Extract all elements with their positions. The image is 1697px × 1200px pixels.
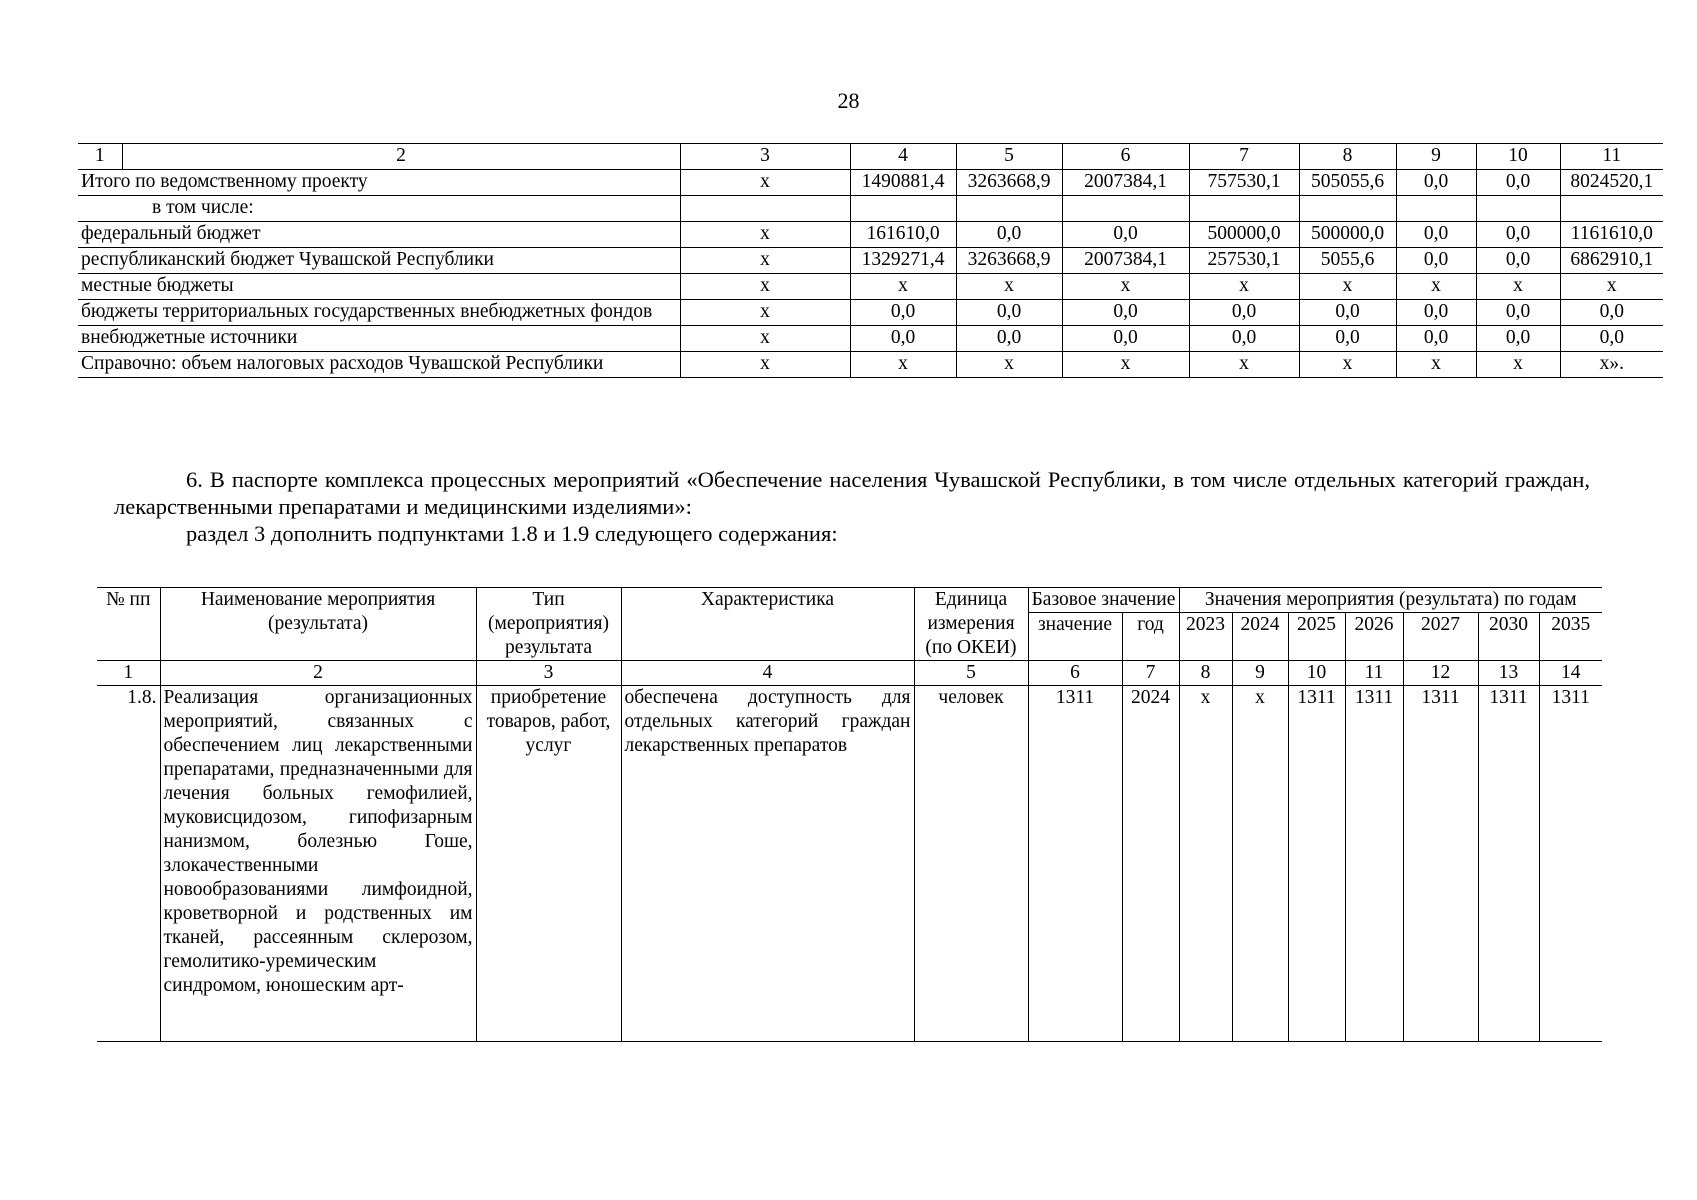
table1-header-cell: 4 bbox=[850, 144, 956, 170]
cell: 0,0 bbox=[1476, 300, 1560, 326]
cell: х bbox=[680, 248, 850, 274]
cell: х bbox=[680, 352, 850, 378]
cell: 757530,1 bbox=[1189, 170, 1299, 196]
row-value: 1311 bbox=[1539, 686, 1602, 1042]
cell: х bbox=[850, 274, 956, 300]
column-number: 12 bbox=[1403, 661, 1478, 686]
table-row bbox=[78, 196, 1663, 222]
table1-header-cell: 10 bbox=[1476, 144, 1560, 170]
cell: 1329271,4 bbox=[850, 248, 956, 274]
header-num: № пп bbox=[97, 588, 160, 661]
table1-header-row bbox=[78, 144, 1663, 170]
table2-column-numbers bbox=[97, 661, 1602, 686]
cell: х bbox=[956, 274, 1062, 300]
cell: 6862910,1 bbox=[1560, 248, 1663, 274]
cell: 161610,0 bbox=[850, 222, 956, 248]
table-row bbox=[78, 274, 1663, 300]
cell: 257530,1 bbox=[1189, 248, 1299, 274]
cell: х». bbox=[1560, 352, 1663, 378]
cell: х bbox=[1299, 352, 1396, 378]
table1-header-cell: 5 bbox=[956, 144, 1062, 170]
column-number: 1 bbox=[97, 661, 160, 686]
cell bbox=[1299, 196, 1396, 222]
budget-table bbox=[78, 143, 1663, 378]
cell: х bbox=[1560, 274, 1663, 300]
cell: 0,0 bbox=[1476, 222, 1560, 248]
header-name: Наименование мероприятия (результата) bbox=[160, 588, 476, 661]
cell: 0,0 bbox=[1396, 222, 1476, 248]
table1-header-cell: 1 bbox=[78, 144, 122, 170]
cell: х bbox=[1189, 352, 1299, 378]
cell bbox=[680, 196, 850, 222]
cell: 0,0 bbox=[1560, 300, 1663, 326]
table-row bbox=[78, 222, 1663, 248]
cell: 0,0 bbox=[1062, 326, 1189, 352]
column-number: 10 bbox=[1288, 661, 1345, 686]
cell bbox=[1062, 196, 1189, 222]
cell: 0,0 bbox=[1396, 300, 1476, 326]
row-label: федеральный бюджет bbox=[78, 222, 680, 248]
column-number: 2 bbox=[160, 661, 476, 686]
cell: 0,0 bbox=[1560, 326, 1663, 352]
table-row bbox=[97, 686, 1602, 1042]
cell: х bbox=[850, 352, 956, 378]
row-label: Итого по ведомственному проекту bbox=[78, 170, 680, 196]
cell: 3263668,9 bbox=[956, 248, 1062, 274]
header-base: Базовое значение bbox=[1028, 588, 1179, 613]
row-value: 1311 bbox=[1403, 686, 1478, 1042]
column-number: 5 bbox=[914, 661, 1028, 686]
table-row bbox=[78, 326, 1663, 352]
column-number: 9 bbox=[1232, 661, 1288, 686]
row-base-value: 1311 bbox=[1028, 686, 1122, 1042]
cell: х bbox=[680, 170, 850, 196]
header-characteristic: Характеристика bbox=[621, 588, 914, 661]
column-number: 8 bbox=[1179, 661, 1232, 686]
cell: х bbox=[1396, 352, 1476, 378]
column-number: 4 bbox=[621, 661, 914, 686]
row-type: приобретение товаров, работ, услуг bbox=[476, 686, 621, 1042]
cell: 8024520,1 bbox=[1560, 170, 1663, 196]
cell: х bbox=[1189, 274, 1299, 300]
header-year: 2035 bbox=[1539, 613, 1602, 661]
cell: х bbox=[680, 274, 850, 300]
row-label: в том числе: bbox=[78, 196, 680, 222]
cell: 0,0 bbox=[1476, 248, 1560, 274]
cell: 0,0 bbox=[1062, 300, 1189, 326]
cell: х bbox=[1062, 352, 1189, 378]
cell: 1490881,4 bbox=[850, 170, 956, 196]
column-number: 6 bbox=[1028, 661, 1122, 686]
cell: х bbox=[1396, 274, 1476, 300]
cell: 0,0 bbox=[850, 300, 956, 326]
cell: 5055,6 bbox=[1299, 248, 1396, 274]
row-label: внебюджетные источники bbox=[78, 326, 680, 352]
column-number: 13 bbox=[1478, 661, 1539, 686]
header-years-group: Значения мероприятия (результата) по годам bbox=[1179, 588, 1602, 613]
cell: 0,0 bbox=[1476, 326, 1560, 352]
table1-header-cell: 2 bbox=[122, 144, 680, 170]
column-number: 14 bbox=[1539, 661, 1602, 686]
header-unit: Единица измерения (по ОКЕИ) bbox=[914, 588, 1028, 661]
cell bbox=[1560, 196, 1663, 222]
cell: 1161610,0 bbox=[1560, 222, 1663, 248]
row-value: 1311 bbox=[1345, 686, 1403, 1042]
cell: х bbox=[1299, 274, 1396, 300]
cell: 505055,6 bbox=[1299, 170, 1396, 196]
row-label: республиканский бюджет Чувашской Республики bbox=[78, 248, 680, 274]
row-value: 1311 bbox=[1478, 686, 1539, 1042]
header-year: 2027 bbox=[1403, 613, 1478, 661]
cell: 500000,0 bbox=[1299, 222, 1396, 248]
cell: 0,0 bbox=[1299, 300, 1396, 326]
table-row bbox=[78, 300, 1663, 326]
row-value: 1311 bbox=[1288, 686, 1345, 1042]
table-row bbox=[78, 170, 1663, 196]
cell: х bbox=[956, 352, 1062, 378]
header-year: 2025 bbox=[1288, 613, 1345, 661]
cell: 0,0 bbox=[956, 222, 1062, 248]
cell: 0,0 bbox=[956, 300, 1062, 326]
amendment-instruction: раздел 3 дополнить подпунктами 1.8 и 1.9 следующего содержания: bbox=[186, 521, 838, 546]
table1-header-cell: 7 bbox=[1189, 144, 1299, 170]
table1-header-cell: 9 bbox=[1396, 144, 1476, 170]
cell: 2007384,1 bbox=[1062, 248, 1189, 274]
cell bbox=[1476, 196, 1560, 222]
table1-header-cell: 11 bbox=[1560, 144, 1663, 170]
cell: х bbox=[1062, 274, 1189, 300]
cell: х bbox=[680, 222, 850, 248]
cell: х bbox=[680, 326, 850, 352]
row-label: Справочно: объем налоговых расходов Чувашской Республики bbox=[78, 352, 680, 378]
header-year: 2023 bbox=[1179, 613, 1232, 661]
cell bbox=[850, 196, 956, 222]
cell bbox=[1396, 196, 1476, 222]
cell: х bbox=[1476, 352, 1560, 378]
row-value: х bbox=[1232, 686, 1288, 1042]
column-number: 3 bbox=[476, 661, 621, 686]
row-value: х bbox=[1179, 686, 1232, 1042]
table1-header-cell: 3 bbox=[680, 144, 850, 170]
table1-header-cell: 6 bbox=[1062, 144, 1189, 170]
table1-header-cell: 8 bbox=[1299, 144, 1396, 170]
table-row bbox=[78, 352, 1663, 378]
row-label: местные бюджеты bbox=[78, 274, 680, 300]
row-characteristic: обеспечена доступность для отдельных категорий граждан лекарственных препаратов bbox=[621, 686, 914, 1042]
cell bbox=[956, 196, 1062, 222]
header-base-year: год bbox=[1122, 613, 1179, 661]
measures-table bbox=[97, 587, 1602, 1042]
cell: 0,0 bbox=[1062, 222, 1189, 248]
column-number: 7 bbox=[1122, 661, 1179, 686]
amendment-paragraph: 6. В паспорте комплекса процессных мероприятий «Обеспечение населения Чувашской Республики, в том числе отдельных категорий граждан, лекарственными препаратами и медицинскими изделиями»: bbox=[114, 467, 1590, 519]
cell: 0,0 bbox=[850, 326, 956, 352]
cell: 0,0 bbox=[1396, 248, 1476, 274]
cell: х bbox=[1476, 274, 1560, 300]
cell: 0,0 bbox=[1396, 170, 1476, 196]
cell: 0,0 bbox=[1189, 326, 1299, 352]
row-name: Реализация организационных мероприятий, связанных с обеспечением лиц лекарственными препаратами, предназначенными для лечения больных гемофилией, муковисцидозом, гипофизарным нанизмом, болезнью Гоше, злокачественными новообразованиями лимфоидной, кроветворной и родственных им тканей, рассеянным склерозом, гемолитико-уремическим синдромом, юношеским арт- bbox=[160, 686, 476, 1042]
cell: 2007384,1 bbox=[1062, 170, 1189, 196]
cell: 0,0 bbox=[1396, 326, 1476, 352]
header-year: 2024 bbox=[1232, 613, 1288, 661]
cell: 0,0 bbox=[1189, 300, 1299, 326]
cell: 500000,0 bbox=[1189, 222, 1299, 248]
header-base-value: значение bbox=[1028, 613, 1122, 661]
page-number: 28 bbox=[837, 88, 860, 113]
cell: х bbox=[680, 300, 850, 326]
row-label: бюджеты территориальных государственных внебюджетных фондов bbox=[78, 300, 680, 326]
amendment-text bbox=[114, 466, 1590, 547]
row-number: 1.8. bbox=[97, 686, 160, 1042]
row-base-year: 2024 bbox=[1122, 686, 1179, 1042]
column-number: 11 bbox=[1345, 661, 1403, 686]
cell bbox=[1189, 196, 1299, 222]
cell: 0,0 bbox=[1476, 170, 1560, 196]
header-type: Тип (мероприятия) результата bbox=[476, 588, 621, 661]
header-year: 2026 bbox=[1345, 613, 1403, 661]
cell: 0,0 bbox=[1299, 326, 1396, 352]
row-unit: человек bbox=[914, 686, 1028, 1042]
cell: 0,0 bbox=[956, 326, 1062, 352]
cell: 3263668,9 bbox=[956, 170, 1062, 196]
header-year: 2030 bbox=[1478, 613, 1539, 661]
table-row bbox=[78, 248, 1663, 274]
